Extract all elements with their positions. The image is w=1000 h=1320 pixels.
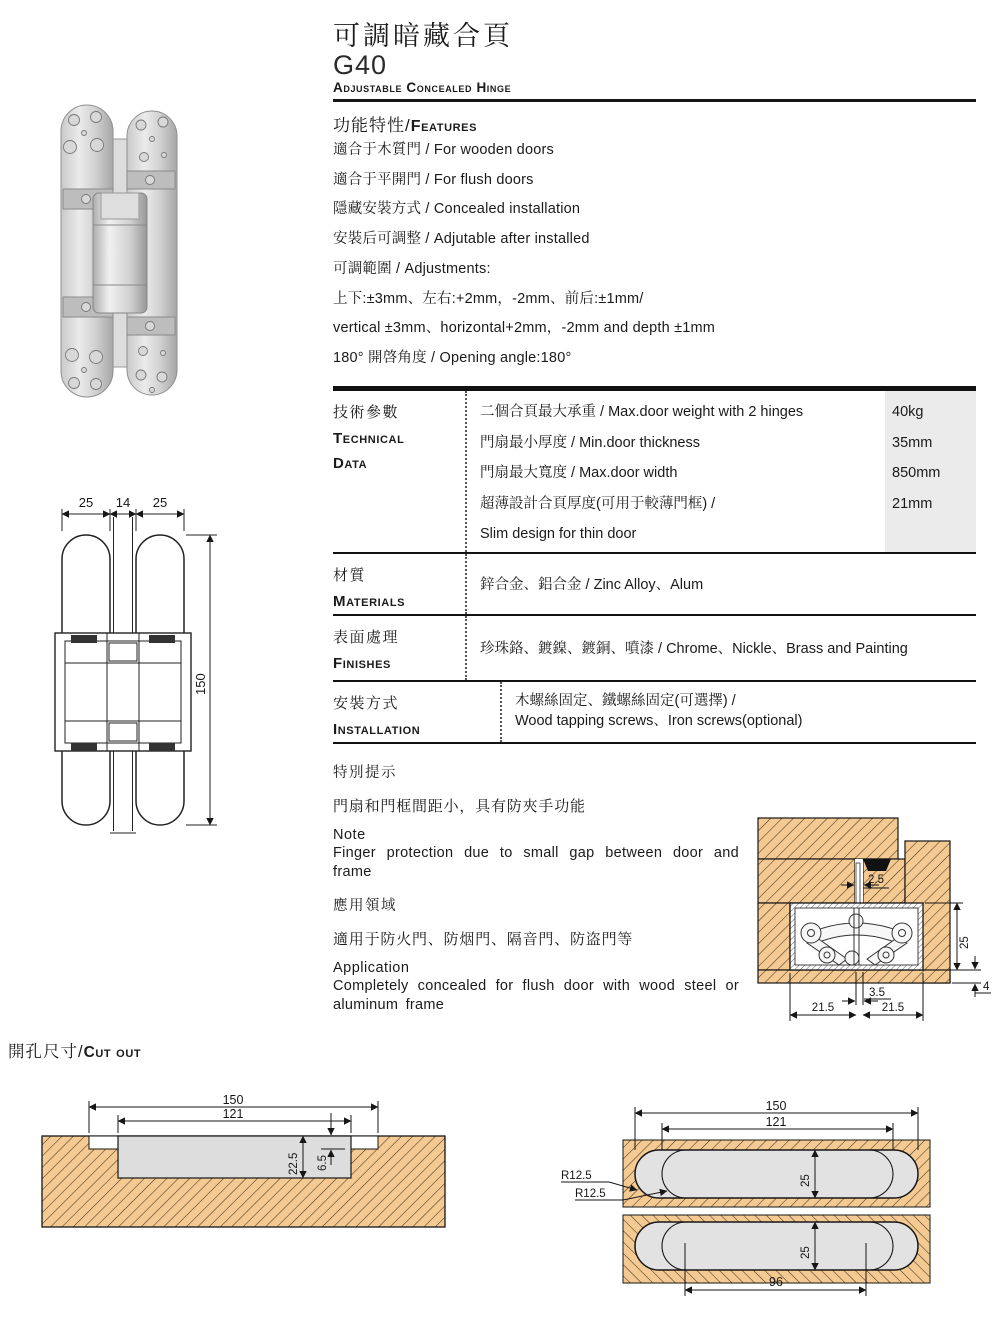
technical-data-section xyxy=(333,391,976,554)
spec-value: 40kg xyxy=(892,404,924,420)
dim-lip: 4 xyxy=(983,981,990,993)
cutout-heading xyxy=(8,1038,141,1062)
dim-width-left: 25 xyxy=(78,495,94,510)
feature-item: 適合于木質門 / For wooden doors xyxy=(333,142,554,158)
application-text-zh: 適用于防火門、防烟門、隔音門、防盗門等 xyxy=(333,931,634,948)
cutout-heading-zh: 開孔尺寸/ xyxy=(8,1043,84,1061)
page-title-en: Adjustable Concealed Hinge xyxy=(333,80,512,95)
spec-row: Slim design for thin door xyxy=(480,526,637,543)
dim-radius-outer: R12.5 xyxy=(561,1170,592,1182)
slot-outer-bottom xyxy=(635,1222,918,1270)
features-heading-zh: 功能特性/ xyxy=(333,116,411,135)
note-text-en: Finger protection due to small gap between door and frame xyxy=(333,845,739,880)
features-heading-en: Features xyxy=(410,118,478,135)
feature-item: 隱藏安裝方式 / Concealed installation xyxy=(333,201,581,218)
feature-item: 可調範圍 / Adjustments: xyxy=(333,260,491,277)
feature-item: 上下:±3mm、左右:+2mm，-2mm、前后:±1mm/ xyxy=(333,290,644,307)
slot-outer-top xyxy=(635,1150,918,1198)
model-number: G40 xyxy=(333,50,388,80)
feature-item: vertical ±3mm、horizontal+2mm，-2mm and depth ±1mm xyxy=(333,320,716,337)
features-heading xyxy=(333,111,477,136)
application-text-en: Completely concealed for flush door with wood steel or aluminum frame xyxy=(333,978,739,1013)
dim-step-depth: 6.5 xyxy=(317,1155,329,1171)
dim-height: 150 xyxy=(193,673,208,695)
dim-right-width: 21.5 xyxy=(881,1002,905,1014)
spec-table xyxy=(333,386,976,744)
dim-outer-width: 150 xyxy=(222,1095,244,1107)
front-view-diagram xyxy=(45,487,265,837)
cutout-heading-en: Cut out xyxy=(83,1044,142,1061)
spec-value: 850mm xyxy=(892,465,941,482)
dim-radius-inner: R12.5 xyxy=(575,1188,606,1200)
dim-hole-spacing: 96 xyxy=(769,1275,783,1289)
dim-slot-height-bottom: 25 xyxy=(800,1246,812,1259)
spec-row: 超薄設計合頁厚度(可用于較薄門框) / xyxy=(480,495,716,512)
installation-section xyxy=(333,682,976,744)
header-rule xyxy=(333,99,976,102)
cutout-plan-diagram xyxy=(553,1093,1000,1318)
note-heading-zh: 特別提示 xyxy=(333,765,397,781)
spec-value: 21mm xyxy=(892,495,933,512)
technical-values xyxy=(885,391,976,552)
application-heading-zh: 應用領域 xyxy=(333,898,397,914)
spec-row: 門扇最小厚度 / Min.door thickness xyxy=(480,434,700,451)
page-title-zh: 可調暗藏合頁 xyxy=(333,21,513,51)
materials-section xyxy=(333,554,976,616)
finishes-section xyxy=(333,616,976,682)
dim-left-width: 21.5 xyxy=(811,1002,835,1014)
notes-block xyxy=(333,761,739,1014)
dim-gap: 2.5 xyxy=(868,874,884,886)
finishes-label: 表面處理 Finishes xyxy=(333,628,400,672)
materials-label: 材質 Materials xyxy=(333,566,406,610)
spec-row: 門扇最大寬度 / Max.door width xyxy=(480,465,678,482)
spec-value: 35mm xyxy=(892,434,933,451)
finishes-content: 珍珠鉻、鍍鎳、鍍銅、噴漆 / Chrome、Nickle、Brass and Painting xyxy=(465,616,976,680)
dim-slot-height-top: 25 xyxy=(800,1174,812,1187)
dim-outer-width: 150 xyxy=(765,1099,787,1113)
section-detail-diagram xyxy=(753,813,1000,1033)
installation-label: 安裝方式 Installation xyxy=(333,694,421,738)
dim-width-right: 25 xyxy=(152,495,168,510)
dim-inner-width: 121 xyxy=(222,1107,244,1121)
installation-content: 木螺絲固定、鐵螺絲固定(可選擇) / Wood tapping screws、Iron screws(optional) xyxy=(500,682,976,742)
dim-inner-width: 121 xyxy=(765,1115,787,1129)
technical-rows xyxy=(465,391,885,552)
center-mechanism xyxy=(55,633,191,751)
dim-width-center: 14 xyxy=(115,495,131,510)
cutout-section-diagram xyxy=(35,1095,450,1235)
feature-item: 180° 開啓角度 / Opening angle:180° xyxy=(333,349,572,366)
feature-item: 適合于平開門 / For flush doors xyxy=(333,171,534,188)
note-label-en: Note xyxy=(333,827,366,843)
feature-item: 安裝后可調整 / Adjutable after installed xyxy=(333,231,590,248)
materials-content: 鋅合金、鋁合金 / Zinc Alloy、Alum xyxy=(465,554,976,614)
application-label-en: Application xyxy=(333,960,410,976)
dim-depth: 25 xyxy=(959,936,971,949)
features-list xyxy=(333,136,973,374)
note-text-zh: 門扇和門框間距小，具有防夾手功能 xyxy=(333,798,586,815)
dim-offset: 3.5 xyxy=(869,987,885,999)
dim-depth: 22.5 xyxy=(288,1152,300,1175)
hinge-product-photo xyxy=(55,103,185,403)
technical-data-label: 技術參數 Technical Data xyxy=(333,404,405,472)
spec-row: 二個合頁最大承重 / Max.door weight with 2 hinges xyxy=(480,404,804,420)
